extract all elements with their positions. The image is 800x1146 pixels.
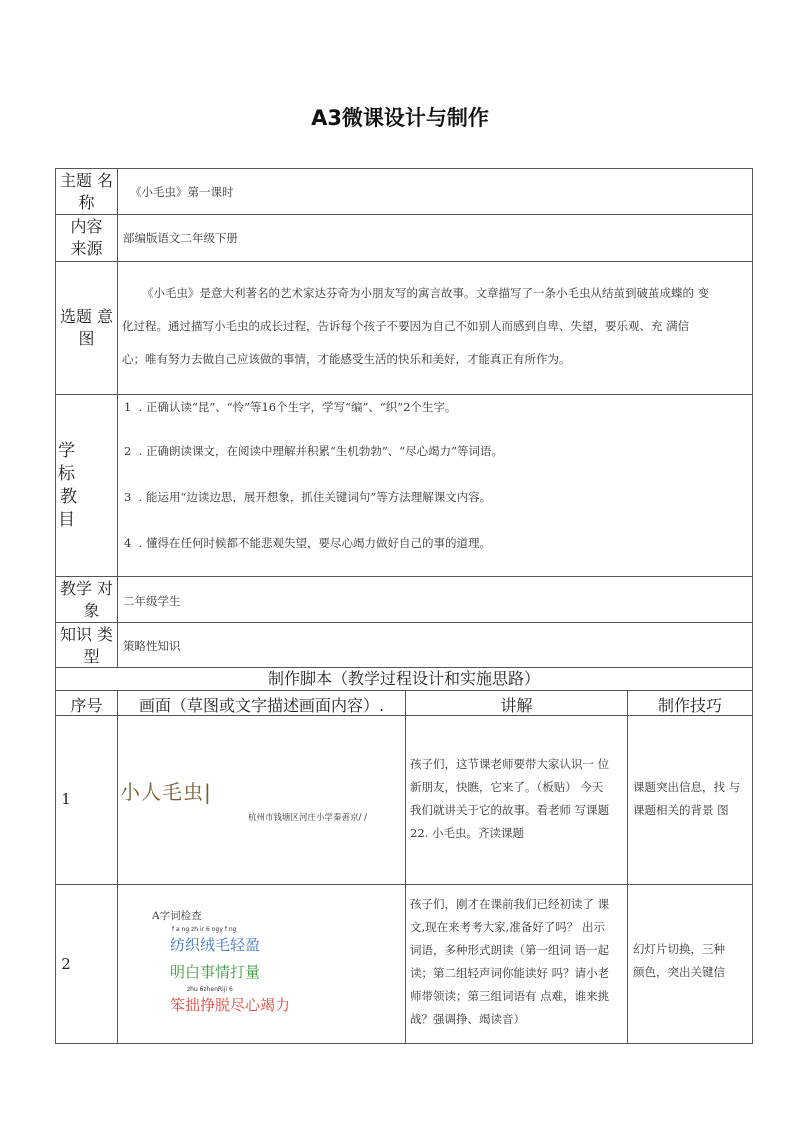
script-section-title: 制作脚本（教学过程设计和实施思路） [267, 669, 540, 688]
row2-words-2: 明白事情打量 [170, 963, 261, 981]
document-title: A3微课设计与制作 [311, 106, 489, 130]
row2-words-3: 笨拙挣脱尽心竭力 [170, 996, 291, 1014]
knowledge-label: 知识 类 型 [59, 625, 114, 666]
row1-seq: 1 [61, 790, 71, 808]
row2-seq: 2 [61, 955, 71, 973]
row2-screen-heading: A字词检查 [152, 910, 202, 922]
row1-narration: 孩子们，这节课老师要带大家认识一 位 新朋友，快瞧，它来了。（板贴） 今天 我们就讲关于它的故事。看老师 写课题 22. 小毛虫。齐读课题 [410, 757, 610, 840]
row1-tech: 课题突出信息，找 与 课题相关的背景 图 [633, 780, 741, 817]
goal-item: 4 . 懂得在任何时候都不能悲观失望，要尽心竭力做好自己的事的道理。 [124, 536, 491, 550]
goal-item: 1 . 正确认读“昆”、“怜”等16个生字，学写“编”、“织”2个生字。 [124, 400, 457, 414]
goal-item: 2 . 正确朗读课文，在阅读中理解并积累“生机勃勃”、“尽心竭力”等词语。 [124, 444, 503, 458]
header-tech: 制作技巧 [657, 696, 722, 715]
knowledge-value: 策略性知识 [123, 639, 181, 653]
goals-list [124, 399, 744, 551]
row2-narration: 孩子们，刚才在课前我们已经初读了 课 文,现在来考考大家,准备好了吗？ 出示 词语，多种形式朗读（第一组词 语一起 读；第二组轻声词你能读好 吗？请小老 师带领读；第三组词语有 点难，谁来挑 战？强调挣、竭读音） [410, 897, 610, 1026]
goals-label: 学 标 教 目 [58, 441, 77, 530]
audience-value: 二年级学生 [123, 594, 181, 608]
source-value: 部编版语文二年级下册 [123, 231, 238, 245]
topic-value: 《小毛虫》第一课时 [130, 185, 234, 199]
row1-screen-title: 小人毛虫| [120, 780, 212, 804]
row1-screen-author: 杭州市钱塘区河庄小学秦善京/ / [248, 813, 367, 823]
row2-pinyin-1: f a ng zh ir 6 ngy f ng [172, 926, 237, 933]
topic-label: 主题 名 称 [59, 171, 114, 212]
row2-words-1: 纺织绒毛轻盈 [170, 936, 261, 954]
meaning-text: 《小毛虫》是意大利著名的艺术家达芬奇为小朋友写的寓言故事。文章描写了一条小毛虫从结茧到破茧成蝶的 变 化过程。通过描写小毛虫的成长过程，告诉每个孩子不要因为自己不如别人而感到自卑、失望，要乐观、充 满信 心；唯有努力去做自己应该做的事情，才能感受生活的快乐和美好，才能真正有所作为。 [122, 286, 710, 366]
meaning-label: 选题 意 图 [59, 307, 114, 348]
row2-pinyin-3: zhu 6zhenRiji 6 [187, 986, 233, 993]
header-narration: 讲解 [500, 696, 533, 715]
audience-label: 教学 对 象 [59, 579, 114, 620]
row2-tech: 幻灯片切换，三种 颜色，突出关键信 [633, 942, 725, 979]
header-screen: 画面（草图或文字描述画面内容）. [138, 696, 385, 715]
source-label: 内容 来源 [70, 217, 103, 258]
goal-item: 3 . 能运用“边读边思，展开想象，抓住关键词句”等方法理解课文内容。 [124, 490, 492, 504]
header-seq: 序号 [70, 696, 103, 715]
